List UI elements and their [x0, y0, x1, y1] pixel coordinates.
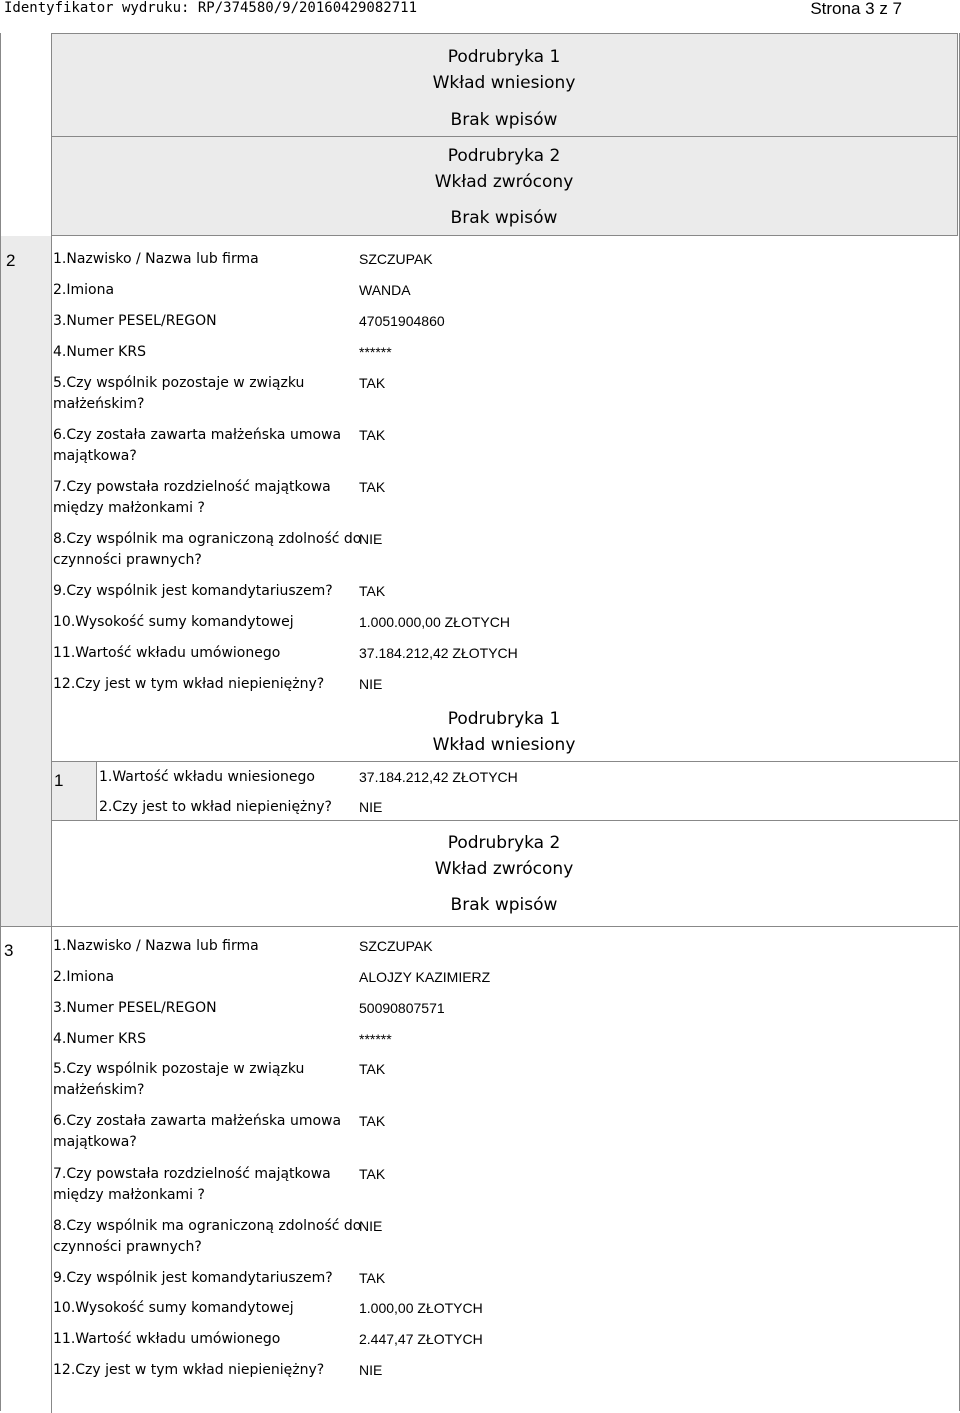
field-label: 8.Czy wspólnik ma ograniczoną zdolność do [53, 531, 362, 547]
field-value: NIE [359, 1362, 383, 1378]
field-label: 3.Numer PESEL/REGON [53, 313, 217, 329]
field-label: 4.Numer KRS [53, 344, 146, 360]
field-label-cont: między małżonkami ? [53, 500, 205, 516]
print-identifier: Identyfikator wydruku: RP/374580/9/20160429082711 [4, 0, 418, 16]
field-label: 7.Czy powstała rozdzielność majątkowa [53, 479, 331, 495]
sub2-title: Podrubryka 2 [447, 146, 561, 166]
field-value: TAK [359, 1166, 386, 1182]
field-value: TAK [359, 1270, 386, 1286]
field-value: 37.184.212,42 ZŁOTYCH [359, 645, 518, 661]
sub1-title: Podrubryka 1 [447, 47, 561, 67]
field-label: 7.Czy powstała rozdzielność majątkowa [53, 1166, 331, 1182]
field-label-cont: małżeńskim? [53, 396, 145, 412]
sub1-entry-number: 1 [54, 771, 64, 790]
entry-2-sub2-title: Podrubryka 2 [447, 833, 561, 853]
entry-2-sub2-name: Wkład zwrócony [434, 859, 574, 879]
field-value: SZCZUPAK [359, 251, 433, 267]
field-value: 37.184.212,42 ZŁOTYCH [359, 769, 518, 785]
field-value: 47051904860 [359, 313, 445, 329]
field-label: 4.Numer KRS [53, 1031, 146, 1047]
field-label: 3.Numer PESEL/REGON [53, 1000, 217, 1016]
field-label-cont: między małżonkami ? [53, 1187, 205, 1203]
field-value: TAK [359, 1061, 386, 1077]
field-label-cont: majątkowa? [53, 448, 137, 464]
field-label: 2.Imiona [53, 282, 115, 298]
field-value: NIE [359, 676, 383, 692]
field-value: ****** [359, 1031, 392, 1047]
entry-2-sub2-empty: Brak wpisów [450, 895, 558, 915]
field-label: 2.Czy jest to wkład niepieniężny? [99, 799, 332, 815]
sub1-name: Wkład wniesiony [432, 73, 576, 93]
field-label-cont: czynności prawnych? [53, 552, 202, 568]
entry-number: 3 [4, 941, 14, 960]
field-label: 9.Czy wspólnik jest komandytariuszem? [53, 583, 333, 599]
field-value: SZCZUPAK [359, 938, 433, 954]
field-value: TAK [359, 427, 386, 443]
page-number: Strona 3 z 7 [810, 0, 902, 18]
field-value: WANDA [359, 282, 411, 298]
field-value: NIE [359, 531, 383, 547]
field-label: 1.Wartość wkładu wniesionego [99, 769, 315, 785]
field-value: 1.000.000,00 ZŁOTYCH [359, 614, 510, 630]
sub2-empty: Brak wpisów [450, 208, 558, 228]
field-value: NIE [359, 799, 383, 815]
entry-2-sub1-title: Podrubryka 1 [447, 709, 561, 729]
field-value: TAK [359, 583, 386, 599]
field-label: 11.Wartość wkładu umówionego [53, 645, 281, 661]
field-label-cont: małżeńskim? [53, 1082, 145, 1098]
field-value: TAK [359, 1113, 386, 1129]
field-value: 50090807571 [359, 1000, 445, 1016]
field-value: ****** [359, 344, 392, 360]
field-label: 8.Czy wspólnik ma ograniczoną zdolność do [53, 1218, 362, 1234]
field-label: 1.Nazwisko / Nazwa lub firma [53, 938, 259, 954]
field-label: 5.Czy wspólnik pozostaje w związku [53, 1061, 305, 1077]
sub1-empty: Brak wpisów [450, 110, 558, 130]
field-value: TAK [359, 479, 386, 495]
sub2-name: Wkład zwrócony [434, 172, 574, 192]
field-label: 9.Czy wspólnik jest komandytariuszem? [53, 1270, 333, 1286]
field-label: 10.Wysokość sumy komandytowej [53, 1300, 294, 1316]
entry-number-column [1, 236, 51, 926]
field-label: 1.Nazwisko / Nazwa lub firma [53, 251, 259, 267]
field-value: TAK [359, 375, 386, 391]
field-label: 11.Wartość wkładu umówionego [53, 1331, 281, 1347]
field-label: 6.Czy została zawarta małżeńska umowa [53, 1113, 342, 1129]
field-value: ALOJZY KAZIMIERZ [359, 969, 491, 985]
field-label: 10.Wysokość sumy komandytowej [53, 614, 294, 630]
entry-number: 2 [6, 251, 16, 270]
field-value: 2.447,47 ZŁOTYCH [359, 1331, 483, 1347]
field-label: 12.Czy jest w tym wkład niepieniężny? [53, 1362, 325, 1378]
field-label-cont: czynności prawnych? [53, 1239, 202, 1255]
field-value: 1.000,00 ZŁOTYCH [359, 1300, 483, 1316]
field-label: 5.Czy wspólnik pozostaje w związku [53, 375, 305, 391]
entry-2-sub1-name: Wkład wniesiony [432, 735, 576, 755]
field-value: NIE [359, 1218, 383, 1234]
field-label-cont: majątkowa? [53, 1134, 137, 1150]
field-label: 2.Imiona [53, 969, 115, 985]
field-label: 12.Czy jest w tym wkład niepieniężny? [53, 676, 325, 692]
field-label: 6.Czy została zawarta małżeńska umowa [53, 427, 342, 443]
